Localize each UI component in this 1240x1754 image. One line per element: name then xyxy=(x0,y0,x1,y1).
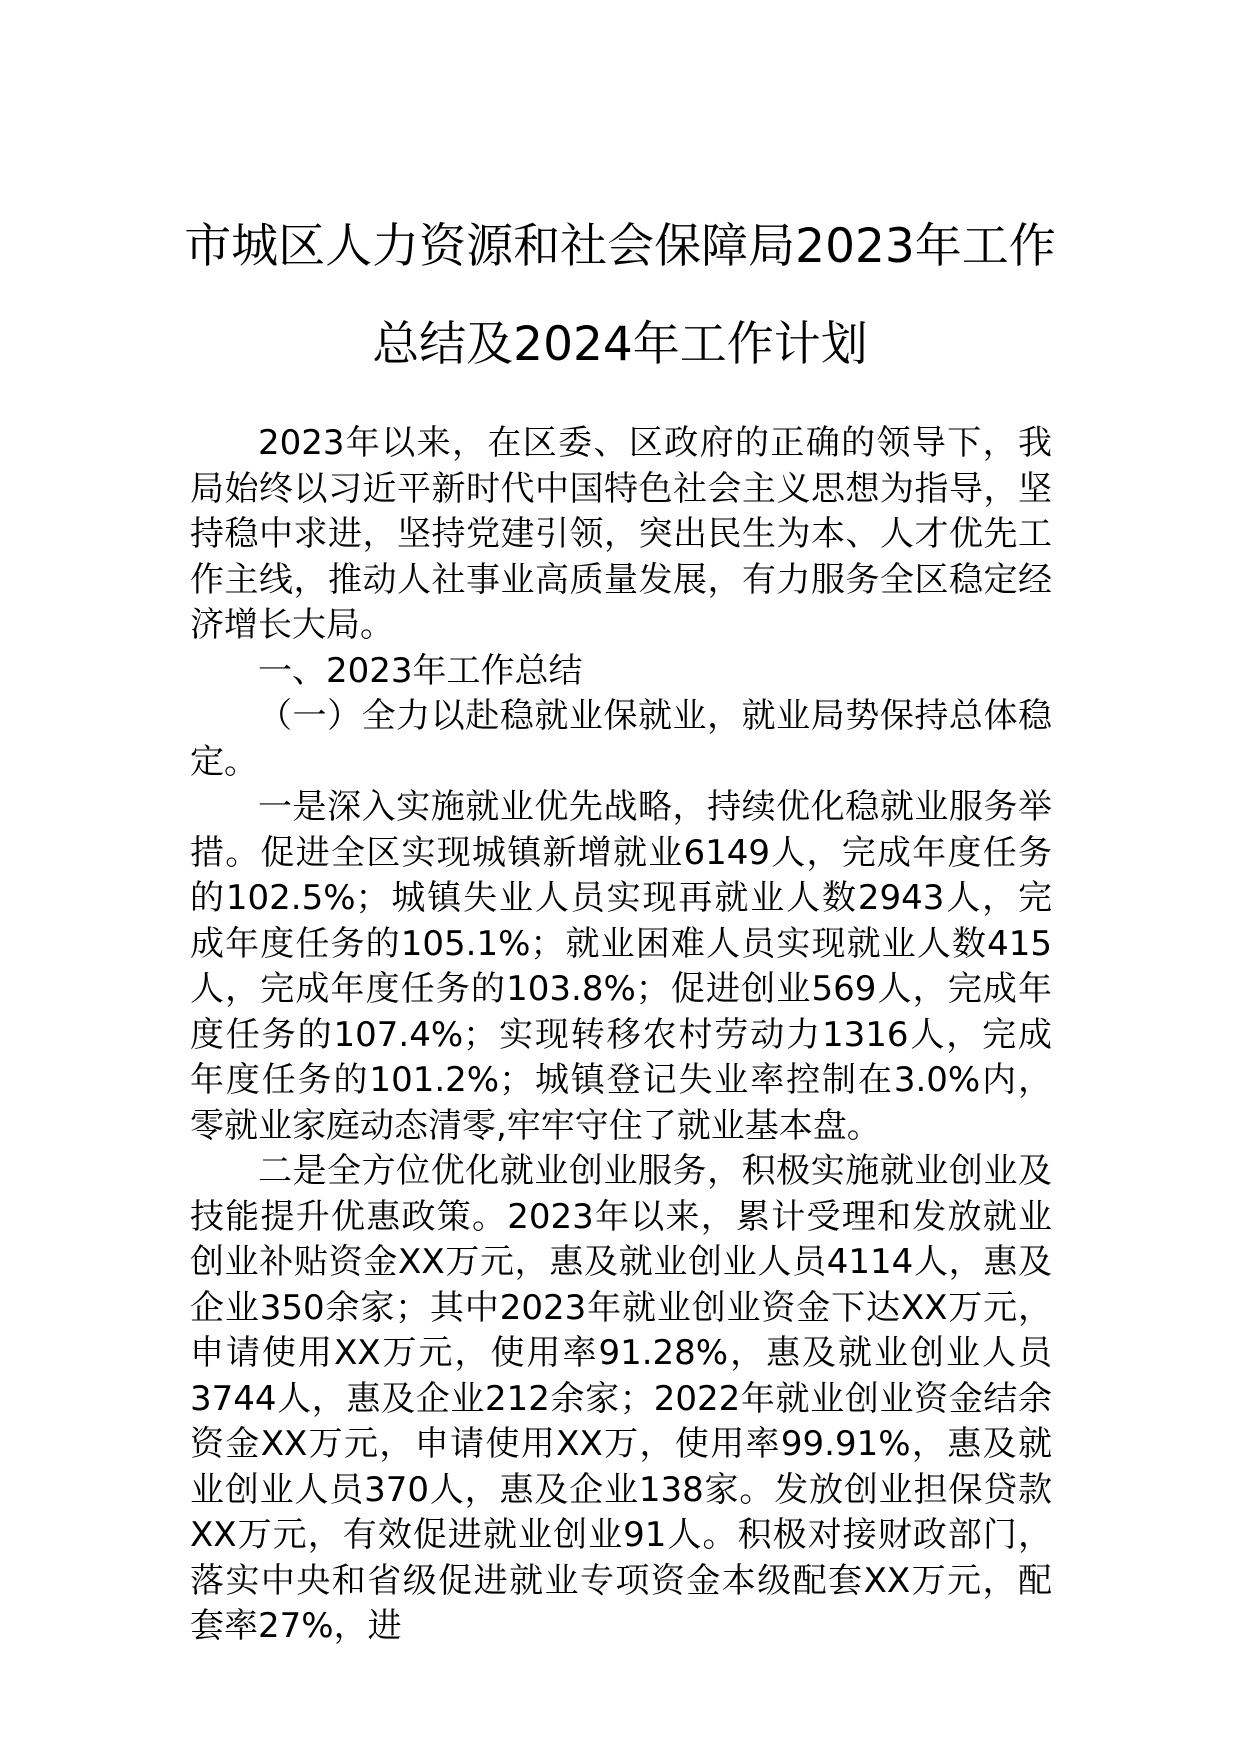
title-line-2: 总结及2024年工作计划 xyxy=(372,317,868,372)
title-line-1: 市城区人力资源和社会保障局2023年工作 xyxy=(184,219,1056,274)
document-title xyxy=(160,198,1080,394)
subsection-heading-1: （一）全力以赴稳就业保就业，就业局势保持总体稳定。 xyxy=(190,696,1052,782)
section-heading-1: 一、2023年工作总结 xyxy=(258,650,583,691)
document-body xyxy=(190,421,1052,1650)
paragraph-employment-services: 二是全方位优化就业创业服务，积极实施就业创业及技能提升优惠政策。2023年以来，累计受理和发放就业创业补贴资金XX万元，惠及就业创业人员4114人，惠及企业350余家；其中2023年就业创业资金下达XX万元，申请使用XX万元，使用率91.28%，惠及就业创业人员3744人，惠及企业212余家；2022年就业创业资金结余资金XX万元，申请使用XX万，使用率99.91%，惠及就业创业人员370人，惠及企业138家。发放创业担保贷款XX万元，有效促进就业创业91人。积极对接财政部门，落实中央和省级促进就业专项资金本级配套XX万元，配套率27%，进 xyxy=(190,1151,1052,1646)
paragraph-employment-strategy: 一是深入实施就业优先战略，持续优化稳就业服务举措。促进全区实现城镇新增就业6149人，完成年度任务的102.5%；城镇失业人员实现再就业人数2943人，完成年度任务的105.1%；就业困难人员实现就业人数415人，完成年度任务的103.8%；促进创业569人，完成年度任务的107.4%；实现转移农村劳动力1316人，完成年度任务的101.2%；城镇登记失业率控制在3.0%内，零就业家庭动态清零,牢牢守住了就业基本盘。 xyxy=(190,787,1052,1146)
paragraph-intro: 2023年以来，在区委、区政府的正确的领导下，我局始终以习近平新时代中国特色社会主义思想为指导，坚持稳中求进，坚持党建引领，突出民生为本、人才优先工作主线，推动人社事业高质量发展，有力服务全区稳定经济增长大局。 xyxy=(190,423,1052,645)
